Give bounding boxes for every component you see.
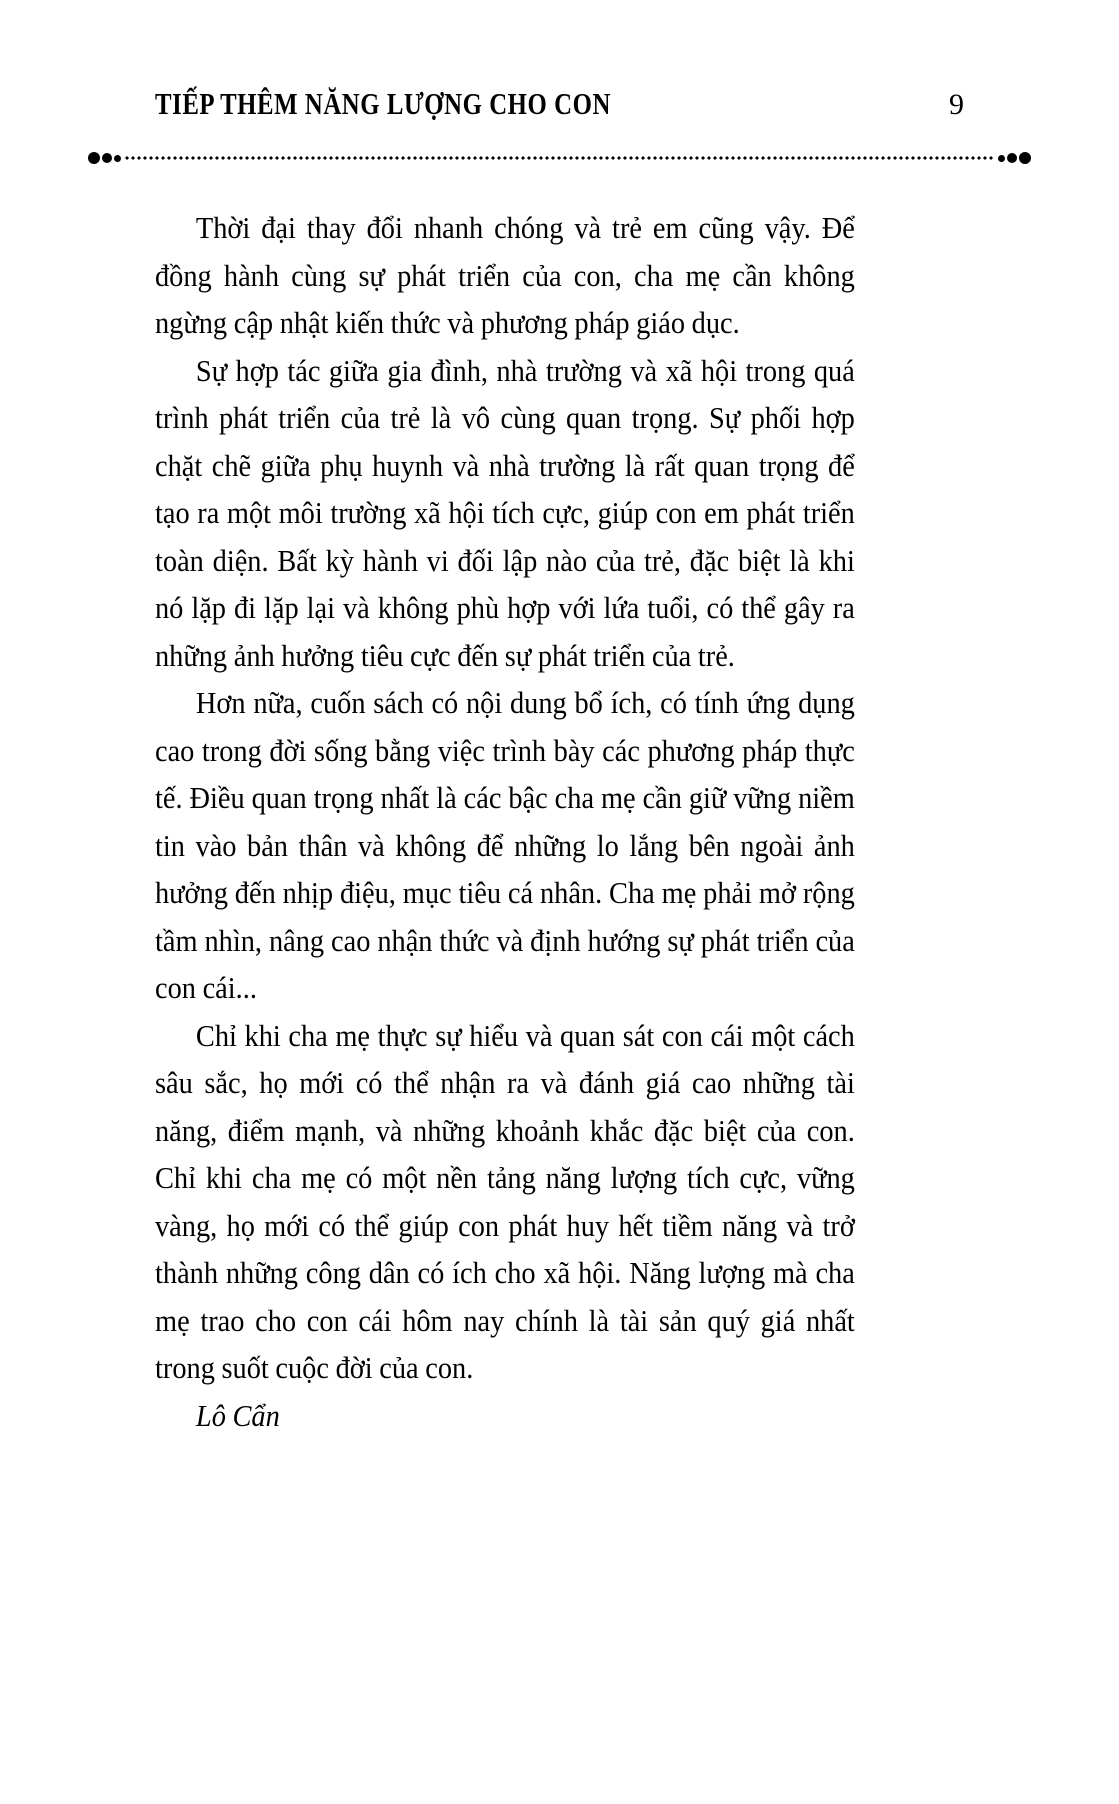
divider-left-dots bbox=[88, 152, 121, 164]
paragraph: Chỉ khi cha mẹ thực sự hiểu và quan sát con cái một cách sâu sắc, họ mới có thể nhận ra và đánh giá cao những tài năng, điểm mạnh, và những khoảnh khắc đặc biệt của con. Chỉ khi cha mẹ có một nền tảng năng lượng tích cực, vững vàng, họ mới có thể giúp con phát huy hết tiềm năng và trở thành những công dân có ích cho xã hội. Năng lượng mà cha mẹ trao cho con cái hôm nay chính là tài sản quý giá nhất trong suốt cuộc đời của con. bbox=[155, 1018, 855, 1385]
header-title: TIẾP THÊM NĂNG LƯỢNG CHO CON bbox=[155, 86, 611, 121]
divider-dot-small-icon bbox=[998, 155, 1005, 162]
decorative-divider bbox=[88, 150, 1031, 166]
page-number: 9 bbox=[949, 88, 964, 121]
divider-dotted-rule bbox=[124, 156, 995, 160]
paragraph: Hơn nữa, cuốn sách có nội dung bổ ích, có tính ứng dụng cao trong đời sống bằng việc trình bày các phương pháp thực tế. Điều quan trọng nhất là các bậc cha mẹ cần giữ vững niềm tin vào bản thân và không để những lo lắng bên ngoài ảnh hưởng đến nhịp điệu, mục tiêu cá nhân. Cha mẹ phải mở rộng tầm nhìn, nâng cao nhận thức và định hướng sự phát triển của con cái... bbox=[155, 686, 855, 1005]
author-signature: Lô Cẩn bbox=[195, 1398, 280, 1433]
divider-right-dots bbox=[998, 152, 1031, 164]
divider-dot-medium-icon bbox=[102, 153, 112, 163]
paragraph: Sự hợp tác giữa gia đình, nhà trường và xã hội trong quá trình phát triển của trẻ là vô cùng quan trọng. Sự phối hợp chặt chẽ giữa phụ huynh và nhà trường là rất quan trọng để tạo ra một môi trường xã hội tích cực, giúp con em phát triển toàn diện. Bất kỳ hành vi đối lập nào của trẻ, đặc biệt là khi nó lặp đi lặp lại và không phù hợp với lứa tuổi, có thể gây ra những ảnh hưởng tiêu cực đến sự phát triển của trẻ. bbox=[155, 353, 855, 673]
paragraph: Thời đại thay đổi nhanh chóng và trẻ em cũng vậy. Để đồng hành cùng sự phát triển của con, cha mẹ cần không ngừng cập nhật kiến thức và phương pháp giáo dục. bbox=[155, 211, 855, 340]
divider-dot-medium-icon bbox=[1007, 153, 1017, 163]
divider-dot-large-icon bbox=[1019, 152, 1031, 164]
divider-dot-small-icon bbox=[114, 155, 121, 162]
body-text-block bbox=[155, 205, 855, 1440]
running-header bbox=[155, 88, 964, 128]
divider-dot-large-icon bbox=[88, 152, 100, 164]
